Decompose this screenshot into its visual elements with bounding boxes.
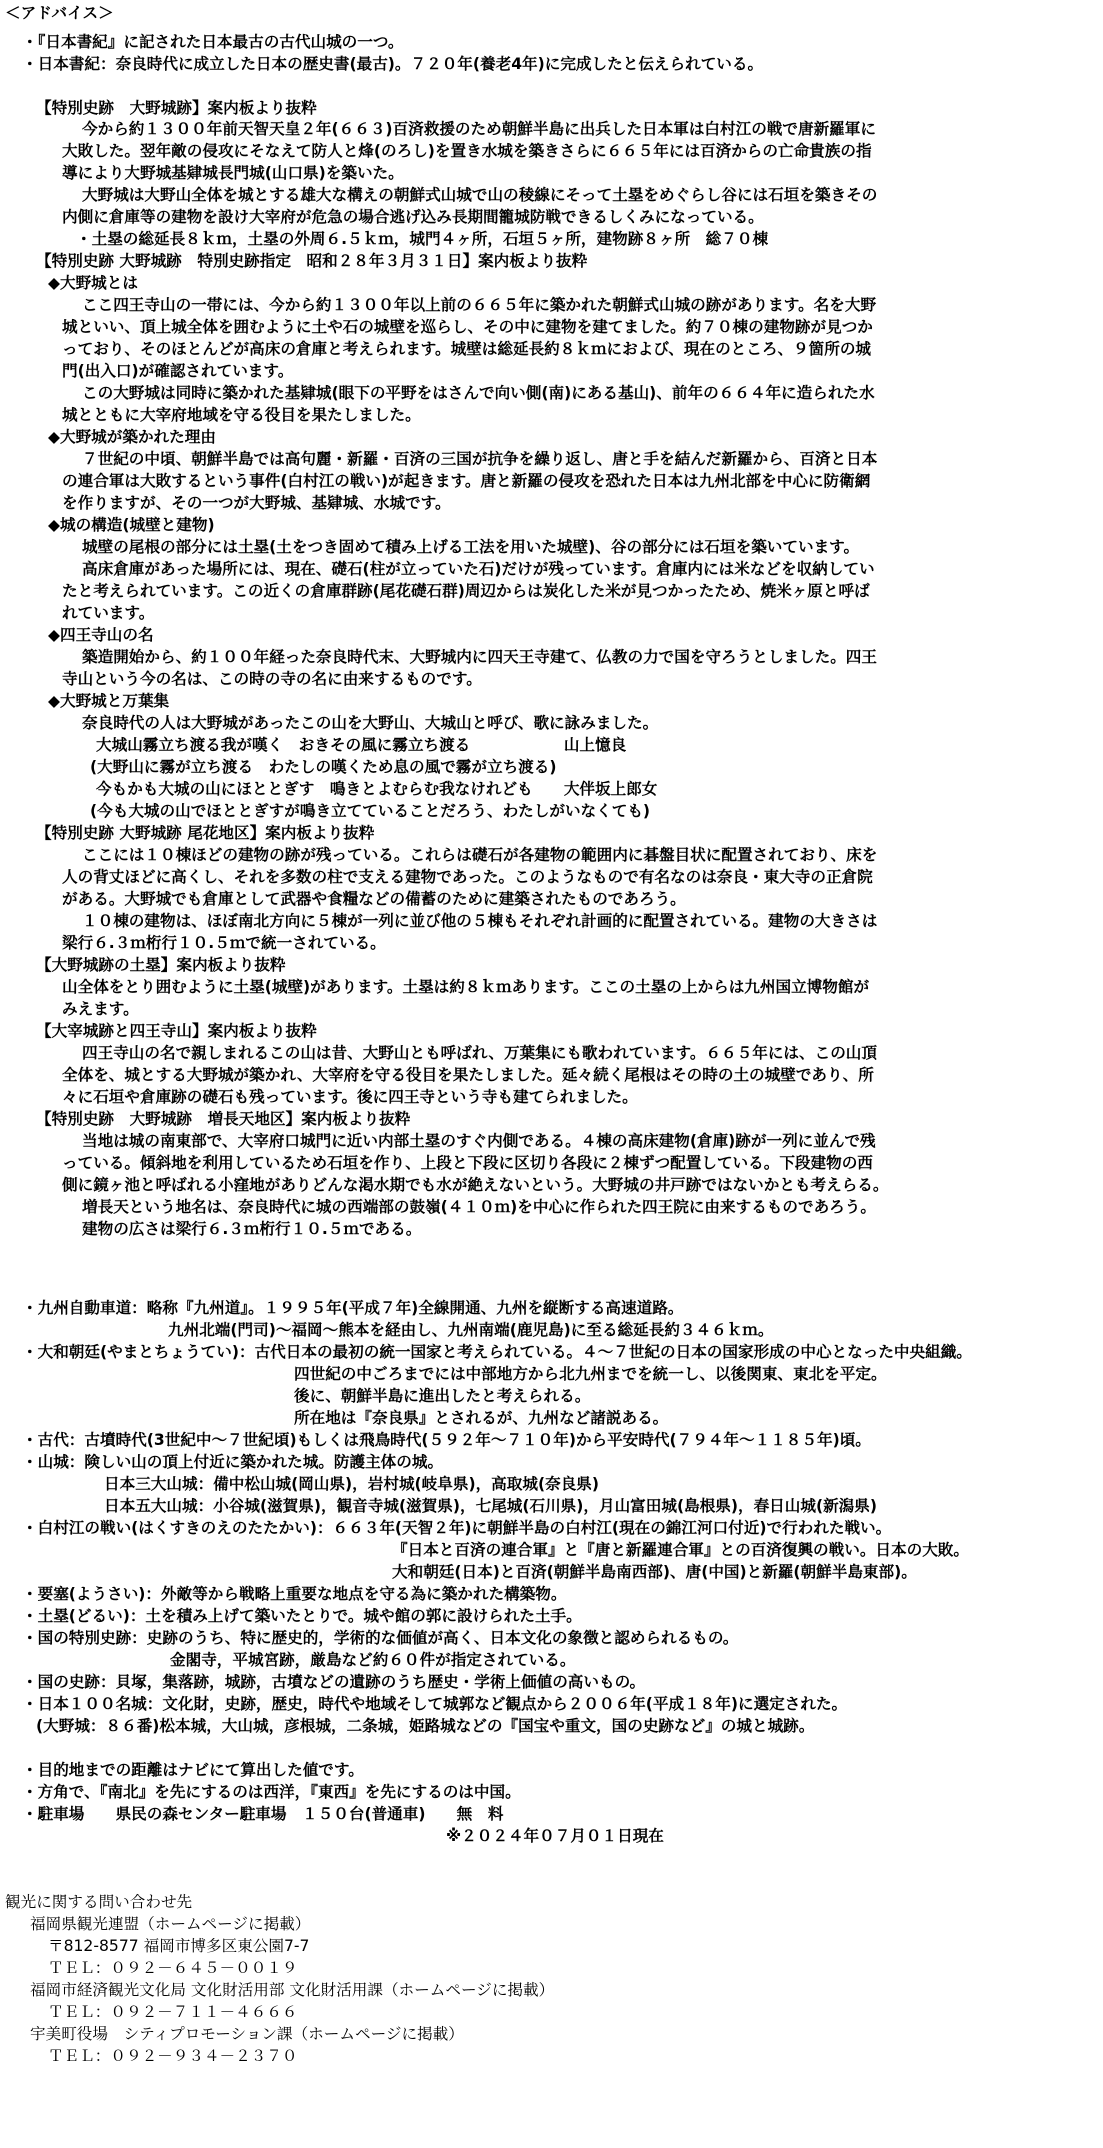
- text-line: 当地は城の南東部で、大宰府口城門に近い内部土塁のすぐ内側である。４棟の高床建物(倉庫)跡が一列に並んで残: [82, 1132, 876, 1150]
- text-line: (今も大城の山でほととぎすが鳴き立てていることだろう、わたしがいなくても): [90, 802, 651, 820]
- text-line: ・古代：古墳時代(3世紀中～７世紀頃)もしくは飛鳥時代(５９２年～７１０年)から平安時代(７９４年～１１８５年)頃。: [22, 1431, 871, 1449]
- text-line: 『日本と百済の連合軍』と『唐と新羅連合軍』との百済復興の戦い。日本の大敗。: [392, 1541, 969, 1559]
- text-line: ・白村江の戦い(はくすきのえのたたかい)：６６３年(天智２年)に朝鮮半島の白村江(現在の錦江河口付近)で行われた戦い。: [22, 1519, 892, 1537]
- text-line: を作りますが、その一つが大野城、基肄城、水城です。: [62, 494, 451, 512]
- text-line: 大敗した。翌年敵の侵攻にそなえて防人と烽(のろし)を置き水城を築きさらに６６５年には百済からの亡命貴族の指: [62, 142, 872, 160]
- text-line: ◆大野城が築かれた理由: [48, 428, 216, 446]
- text-line: 梁行６.３ｍ桁行１０.５ｍで統一されている。: [62, 934, 386, 952]
- text-line: 【大野城跡の土塁】案内板より抜粋: [36, 956, 286, 974]
- text-line: っており、そのほとんどが高床の倉庫と考えられます。城壁は総延長約８ｋｍにおよび、現在のところ、９箇所の城: [62, 340, 872, 358]
- text-line: 【大宰城跡と四王寺山】案内板より抜粋: [36, 1022, 317, 1040]
- text-line: 城とともに大宰府地域を守る役目を果たしました。: [62, 406, 421, 424]
- text-line: ・日本書紀：奈良時代に成立した日本の歴史書(最古)。７２０年(養老4年)に完成したと伝えられている。: [22, 55, 764, 73]
- text-line: ・山城：険しい山の頂上付近に築かれた城。防護主体の城。: [22, 1453, 444, 1471]
- text-line: ・目的地までの距離はナビにて算出した値です。: [22, 1761, 364, 1779]
- text-line: 高床倉庫があった場所には、現在、礎石(柱が立っていた石)だけが残っています。倉庫内には米などを収納してい: [82, 560, 875, 578]
- text-line: がある。大野城でも倉庫として武器や食糧などの備蓄のために建築されたものであろう。: [62, 890, 686, 908]
- text-line: 々に石垣や倉庫跡の礎石も残っています。後に四王寺という寺も建てられました。: [62, 1088, 638, 1106]
- text-line: の連合軍は大敗するという事件(白村江の戦い)が起きます。唐と新羅の侵攻を恐れた日本は九州北部を中心に防衛網: [62, 472, 871, 490]
- text-line: 【特別史跡 大野城跡 特別史跡指定 昭和２８年３月３１日】案内板より抜粋: [36, 252, 588, 270]
- text-line: ・土塁の総延長８ｋｍ，土塁の外周６.５ｋｍ，城門４ヶ所，石垣５ヶ所，建物跡８ヶ所 総７０棟: [76, 230, 769, 248]
- text-line: ・要塞(ようさい)：外敵等から戦略上重要な地点を守る為に築かれた構築物。: [22, 1585, 567, 1603]
- text-line: 導により大野城基肄城長門城(山口県)を築いた。: [62, 164, 404, 182]
- text-line: ・『日本書紀』に記された日本最古の古代山城の一つ。: [22, 33, 404, 51]
- text-line: 金閣寺，平城宮跡，厳島など約６０件が指定されている。: [170, 1651, 576, 1669]
- text-line: 奈良時代の人は大野城があったこの山を大野山、大城山と呼び、歌に詠みました。: [82, 714, 659, 732]
- text-line: 今もかも大城の山にほととぎす 鳴きとよむらむ我なけれども 大伴坂上郎女: [96, 780, 658, 798]
- text-line: れています。: [62, 604, 155, 622]
- text-line: ◆四王寺山の名: [48, 626, 154, 644]
- text-line: ＴＥＬ：０９２－９３４－２３７０: [48, 2047, 298, 2065]
- text-line: 福岡県観光連盟（ホームページに掲載）: [30, 1915, 311, 1933]
- text-line: ここには１０棟ほどの建物の跡が残っている。これらは礎石が各建物の範囲内に碁盤目状に配置されており、床を: [82, 846, 878, 864]
- text-line: ・日本１００名城：文化財，史跡，歴史，時代や地域そして城郭など観点から２００６年(平成１８年)に選定された。: [22, 1695, 848, 1713]
- text-line: 人の背丈ほどに高くし、それを多数の柱で支える建物であった。このようなもので有名なのは奈良・東大寺の正倉院: [62, 868, 873, 886]
- text-line: ※２０２４年０７月０１日現在: [446, 1827, 664, 1845]
- text-line: ◆大野城と万葉集: [48, 692, 170, 710]
- text-line: 大城山霧立ち渡る我が嘆く おきその風に霧立ち渡る 山上憶良: [96, 736, 627, 754]
- text-line: 全体を、城とする大野城が築かれ、大宰府を守る役目を果たしました。延々続く尾根はその時の土の城壁であり、所: [62, 1066, 874, 1084]
- text-line: 城壁の尾根の部分には土塁(土をつき固めて積み上げる工法を用いた城壁)、谷の部分には石垣を築いています。: [82, 538, 860, 556]
- text-line: 四世紀の中ごろまでには中部地方から北九州までを統一し、以後関東、東北を平定。: [294, 1365, 887, 1383]
- text-line: 【特別史跡 大野城跡 尾花地区】案内板より抜粋: [36, 824, 375, 842]
- text-line: ・国の史跡：貝塚，集落跡，城跡，古墳などの遺跡のうち歴史・学術上価値の高いもの。: [22, 1673, 646, 1691]
- text-line: 四王寺山の名で親しまれるこの山は昔、大野山とも呼ばれ、万葉集にも歌われています。６６５年には、この山頂: [82, 1044, 877, 1062]
- text-line: ＴＥＬ：０９２－６４５－００１９: [48, 1959, 298, 1977]
- text-line: ・九州自動車道：略称『九州道』。１９９５年(平成７年)全線開通、九州を縦断する高速道路。: [22, 1299, 684, 1317]
- text-line: ◆城の構造(城壁と建物): [48, 516, 215, 534]
- text-line: 日本五大山城：小谷城(滋賀県)，観音寺城(滋賀県)，七尾城(石川県)，月山富田城(島根県)，春日山城(新潟県): [104, 1497, 877, 1515]
- text-line: 観光に関する問い合わせ先: [5, 1893, 193, 1911]
- text-line: ＴＥＬ：０９２－７１１－４６６６: [48, 2003, 298, 2021]
- text-line: たと考えられています。この近くの倉庫群跡(尾花礎石群)周辺からは炭化した米が見つかったため、焼米ヶ原と呼ば: [62, 582, 870, 600]
- text-line: 〒812-8577 福岡市博多区東公園7-7: [48, 1937, 310, 1955]
- text-line: 大和朝廷(日本)と百済(朝鮮半島南西部)、唐(中国)と新羅(朝鮮半島東部)。: [392, 1563, 917, 1581]
- text-line: 側に鏡ヶ池と呼ばれる小窪地がありどんな渇水期でも水が絶えないという。大野城の井戸跡ではないかとも考えらる。: [62, 1176, 889, 1194]
- text-line: 城といい、頂上城全体を囲むように土や石の城壁を巡らし、その中に建物を建てました。約７０棟の建物跡が見つか: [62, 318, 873, 336]
- text-line: 門(出入口)が確認されています。: [62, 362, 294, 380]
- text-line: 日本三大山城：備中松山城(岡山県)，岩村城(岐阜県)，高取城(奈良県): [104, 1475, 599, 1493]
- text-line: １０棟の建物は、ほぼ南北方向に５棟が一列に並び他の５棟もそれぞれ計画的に配置されている。建物の大きさは: [82, 912, 878, 930]
- text-line: 九州北端(門司)～福岡～熊本を経由し、九州南端(鹿児島)に至る総延長約３４６ｋｍ。: [168, 1321, 774, 1339]
- text-line: ・国の特別史跡：史跡のうち、特に歴史的，学術的な価値が高く、日本文化の象徴と認められるもの。: [22, 1629, 739, 1647]
- text-line: ・大和朝廷(やまとちょうてい)：古代日本の最初の統一国家と考えられている。４～７世紀の日本の国家形成の中心となった中央組織。: [22, 1343, 972, 1361]
- text-line: 寺山という今の名は、この時の寺の名に由来するものです。: [62, 670, 482, 688]
- text-line: ７世紀の中頃、朝鮮半島では高句麗・新羅・百済の三国が抗争を繰り返し、唐と手を結んだ新羅から、百済と日本: [82, 450, 878, 468]
- text-line: 福岡市経済観光文化局 文化財活用部 文化財活用課（ホームページに掲載）: [30, 1981, 555, 1999]
- text-line: みえます。: [62, 1000, 139, 1018]
- text-line: 後に、朝鮮半島に進出したと考えられる。: [294, 1387, 591, 1405]
- text-line: 大野城は大野山全体を城とする雄大な構えの朝鮮式山城で山の稜線にそって土塁をめぐらし谷には石垣を築きその: [82, 186, 878, 204]
- text-line: 所在地は『奈良県』とされるが、九州など諸説ある。: [294, 1409, 669, 1427]
- text-line: (大野山に霧が立ち渡る わたしの嘆くため息の風で霧が立ち渡る): [90, 758, 557, 776]
- text-line: 【特別史跡 大野城跡】案内板より抜粋: [36, 99, 317, 117]
- text-line: 今から約１３００年前天智天皇２年(６６３)百済救援のため朝鮮半島に出兵した日本軍は白村江の戦で唐新羅軍に: [82, 120, 876, 138]
- text-line: 増長天という地名は、奈良時代に城の西端部の鼓嶺(４１０ｍ)を中心に作られた四王院に由来するものであろう。: [82, 1198, 876, 1216]
- text-line: ・駐車場 県民の森センター駐車場 １５０台(普通車) 無 料: [22, 1805, 504, 1823]
- text-line: ・土塁(どるい)：土を積み上げて築いたとりで。城や館の郭に設けられた土手。: [22, 1607, 582, 1625]
- text-line: 築造開始から、約１００年経った奈良時代末、大野城内に四天王寺建て、仏教の力で国を守ろうとしました。四王: [82, 648, 877, 666]
- text-line: ◆大野城とは: [48, 274, 138, 292]
- text-line: ＜アドバイス＞: [5, 4, 114, 22]
- text-line: っている。傾斜地を利用しているため石垣を作り、上段と下段に区切り各段に２棟ずつ配置している。下段建物の西: [62, 1154, 873, 1172]
- text-line: 内側に倉庫等の建物を設け大宰府が危急の場合逃げ込み長期間籠城防戦できるしくみになっている。: [62, 208, 764, 226]
- text-line: この大野城は同時に築かれた基肄城(眼下の平野をはさんで向い側(南)にある基山)、前年の６６４年に造られた水: [82, 384, 875, 402]
- text-line: ここ四王寺山の一帯には、今から約１３００年以上前の６６５年に築かれた朝鮮式山城の跡があります。名を大野: [82, 296, 877, 314]
- text-line: 建物の広さは梁行６.３ｍ桁行１０.５ｍである。: [82, 1220, 422, 1238]
- text-line: ・方角で、『南北』を先にするのは西洋，『東西』を先にするのは中国。: [22, 1783, 521, 1801]
- text-line: 山全体をとり囲むように土塁(城壁)があります。土塁は約８ｋｍあります。ここの土塁の上からは九州国立博物館が: [62, 978, 870, 996]
- text-line: 宇美町役場 シティプロモーション課（ホームページに掲載）: [30, 2025, 464, 2043]
- text-line: (大野城：８６番)松本城，大山城，彦根城，二条城，姫路城などの『国宝や重文，国の史跡など』の城と城跡。: [36, 1717, 815, 1735]
- text-line: 【特別史跡 大野城跡 増長天地区】案内板より抜粋: [36, 1110, 411, 1128]
